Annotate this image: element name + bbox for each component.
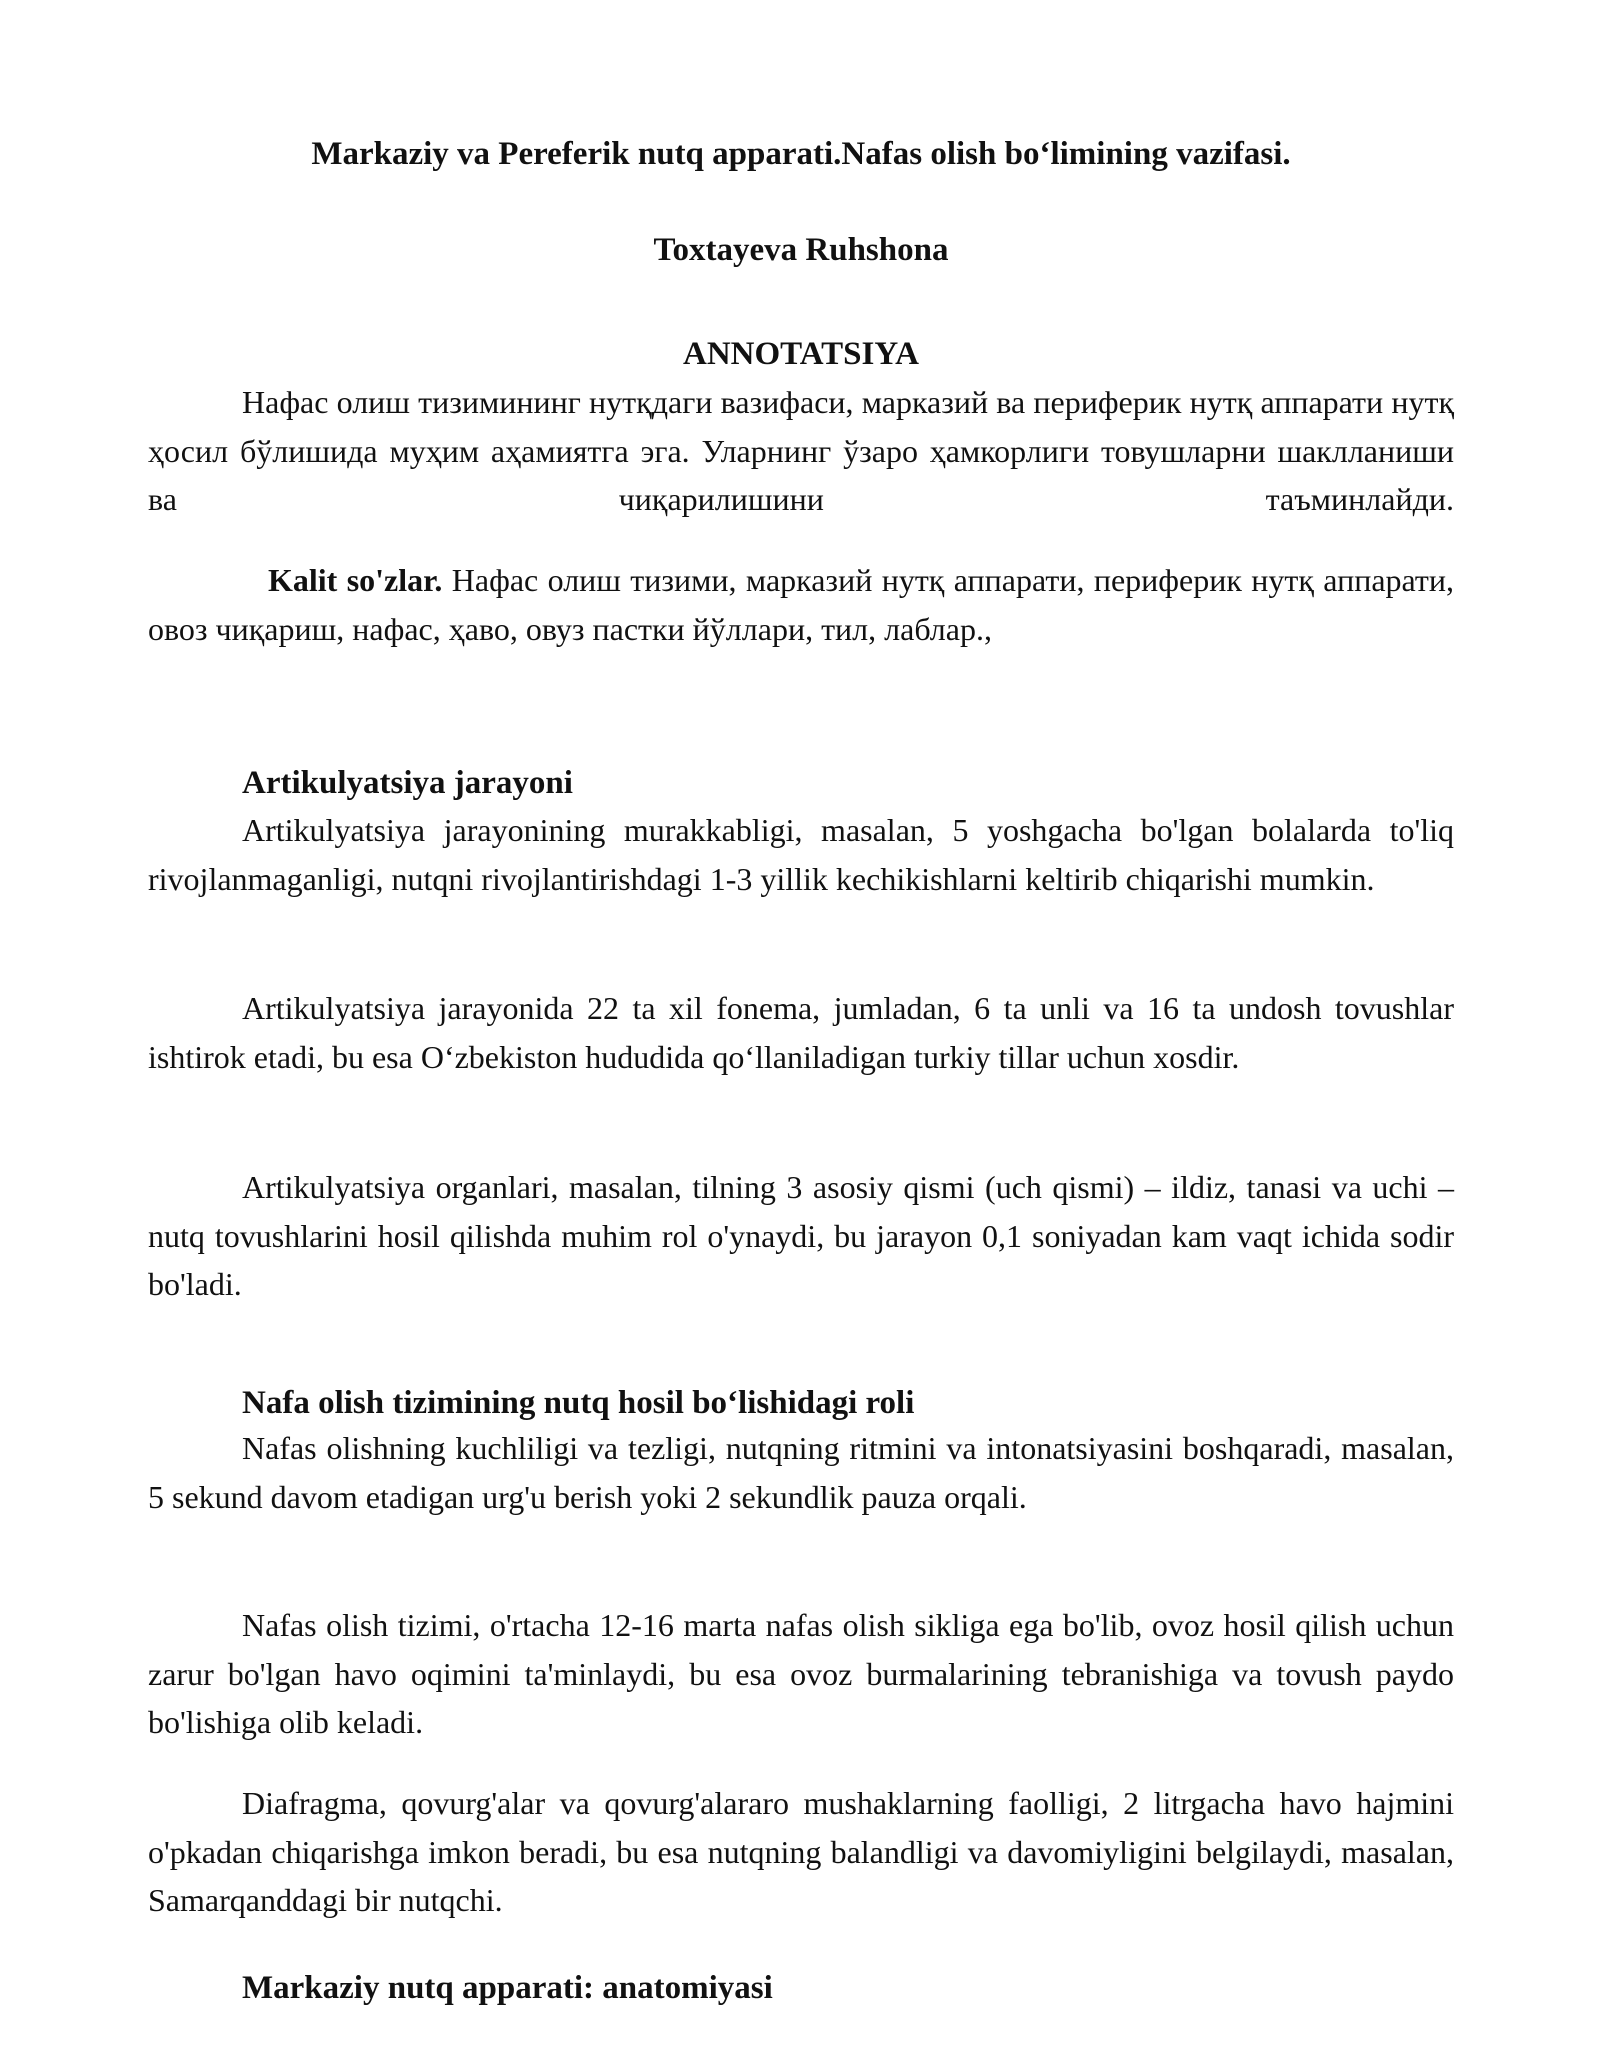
keywords-paragraph <box>148 556 1454 653</box>
section-heading-markaziy: Markaziy nutq apparati: anatomiyasi <box>242 1970 773 2006</box>
section2-paragraph-3: Diafragma, qovurg'alar va qovurg'alararo mushaklarning faolligi, 2 litrgacha havo hajmini o'pkadan chiqarishga imkon beradi, bu esa nutqning balandligi va davomiyligini belgilaydi, masalan, Samarqanddagi bir nutqchi. <box>148 1785 1454 1918</box>
section2-paragraph-2: Nafas olish tizimi, o'rtacha 12-16 marta nafas olish sikliga ega bo'lib, ovoz hosil qilish uchun zarur bo'lgan havo oqimini ta'minlaydi, bu esa ovoz burmalarining tebranishiga va tovush paydo bo'lishiga olib keladi. <box>148 1607 1454 1740</box>
section1-paragraph-3: Artikulyatsiya organlari, masalan, tilning 3 asosiy qismi (uch qismi) – ildiz, tanasi va uchi – nutq tovushlarini hosil qilishda muhim rol o'ynaydi, bu jarayon 0,1 soniyadan kam vaqt ichida sodir bo'ladi. <box>148 1169 1454 1302</box>
document-title: Markaziy va Pereferik nutq apparati.Nafas olish bo‘limining vazifasi. <box>311 136 1291 172</box>
keywords-label: Kalit so'zlar. <box>268 562 443 598</box>
section2-paragraph-1: Nafas olishning kuchliligi va tezligi, nutqning ritmini va intonatsiyasini boshqaradi, masalan, 5 sekund davom etadigan urg'u berish yoki 2 sekundlik pauza orqali. <box>148 1430 1454 1515</box>
section-heading-artikulyatsiya: Artikulyatsiya jarayoni <box>242 765 573 801</box>
keywords-text: Нафас олиш тизими, марказий нутқ аппарати, периферик нутқ аппарати, овоз чиқариш, нафас, ҳаво, овуз пастки йўллари, тил, лаблар., <box>148 562 1454 647</box>
author-name: Toxtayeva Ruhshona <box>653 232 949 268</box>
annotation-paragraph: Нафас олиш тизимининг нутқдаги вазифаси, марказий ва периферик нутқ аппарати нутқ ҳосил бўлишида муҳим аҳамиятга эга. Уларнинг ўзаро ҳамкорлиги товушларни шаклланиши ва чиқарилишини таъминлайди. <box>148 384 1454 517</box>
section1-paragraph-1: Artikulyatsiya jarayonining murakkabligi, masalan, 5 yoshgacha bo'lgan bolalarda to'liq rivojlanmaganligi, nutqni rivojlantirishdagi 1-3 yillik kechikishlarni keltirib chiqarishi mumkin. <box>148 812 1454 897</box>
annotation-heading: ANNOTATSIYA <box>683 336 919 372</box>
section1-paragraph-2: Artikulyatsiya jarayonida 22 ta xil fonema, jumladan, 6 ta unli va 16 ta undosh tovushlar ishtirok etadi, bu esa O‘zbekiston hududida qo‘llaniladigan turkiy tillar uchun xosdir. <box>148 990 1454 1075</box>
section-heading-nafas: Nafa olish tizimining nutq hosil bo‘lishidagi roli <box>242 1385 915 1421</box>
